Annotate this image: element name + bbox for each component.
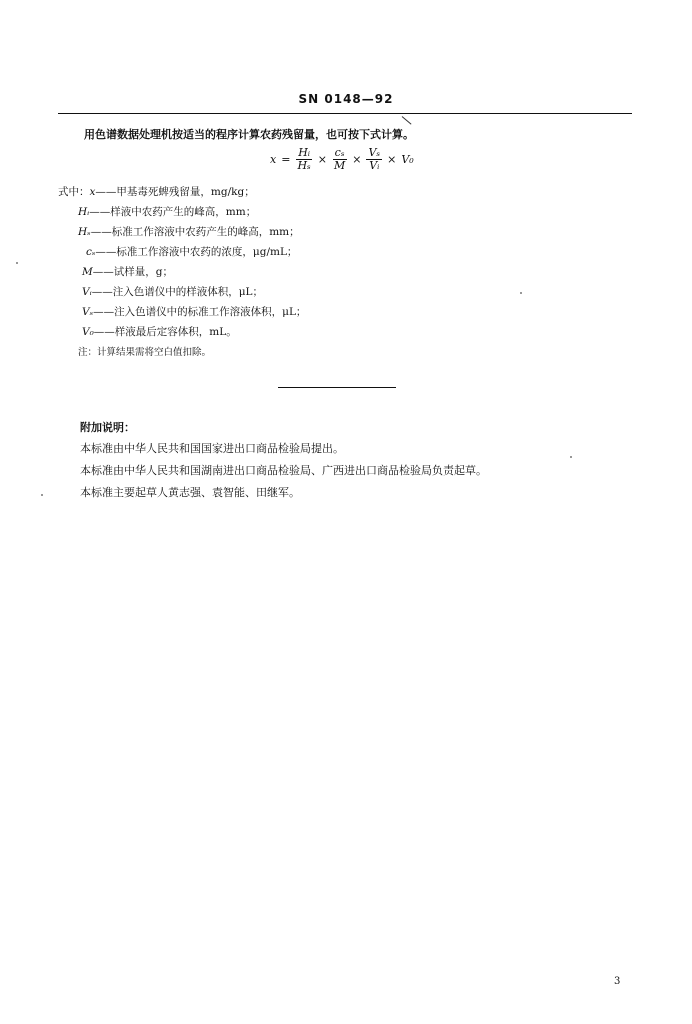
section-separator (278, 387, 396, 388)
additional-notes-title: 附加说明： (80, 421, 135, 434)
scan-speck (41, 494, 43, 496)
variable-symbol: M (82, 266, 93, 278)
scan-speck (16, 262, 18, 264)
formula-lhs: x (270, 153, 277, 166)
variable-symbol: V₀ (82, 326, 94, 338)
page-number: 3 (614, 976, 621, 987)
variable-row (58, 262, 306, 282)
additional-notes (80, 418, 487, 504)
scan-speck (520, 292, 522, 294)
variable-description: ——样液中农药产生的峰高，mm； (89, 206, 257, 218)
variable-definitions (58, 182, 306, 342)
additional-note-line: 本标准主要起草人黄志强、袁智能、田继军。 (80, 486, 300, 499)
variable-row (58, 322, 306, 342)
scan-speck (570, 456, 572, 458)
scan-mark (402, 116, 412, 124)
variable-description: ——注入色谱仪中的标准工作溶液体积，μL； (93, 306, 307, 318)
formula-tail: V₀ (401, 153, 414, 166)
variable-row (58, 302, 306, 322)
variable-symbol: Hᵢ (78, 206, 90, 218)
variable-row (58, 202, 306, 222)
formula-times: × (387, 153, 397, 166)
variable-description: ——样液最后定容体积，mL。 (93, 326, 237, 338)
fraction-denominator: Vᵢ (369, 159, 380, 172)
variable-description: ——注入色谱仪中的样液体积，μL； (91, 286, 263, 298)
fraction-numerator: Vₛ (368, 146, 381, 159)
formula-times: × (352, 153, 362, 166)
variable-description: ——标准工作溶液中农药的浓度，μg/mL； (95, 246, 298, 258)
fraction-denominator: Hₛ (297, 159, 311, 172)
variable-symbol: Hₛ (78, 226, 91, 238)
formula-fraction-peak (295, 147, 312, 172)
variable-symbol: cₛ (86, 246, 96, 258)
variable-description: ——甲基毒死蜱残留量，mg/kg； (95, 186, 255, 198)
variable-symbol: Vᵢ (82, 286, 92, 298)
variable-description: ——试样量，g； (92, 266, 173, 278)
fraction-numerator: cₛ (334, 146, 345, 159)
formula-fraction-conc (332, 147, 347, 172)
fraction-numerator: Hᵢ (298, 146, 310, 159)
variable-row (58, 222, 306, 242)
variable-symbol: Vₛ (82, 306, 94, 318)
formula-equals: = (281, 153, 291, 166)
fraction-denominator: M (333, 159, 346, 172)
document-header: SN 0148—92 (298, 92, 394, 106)
variable-row (58, 282, 306, 302)
residue-formula (270, 147, 414, 172)
additional-note-line: 本标准由中华人民共和国国家进出口商品检验局提出。 (80, 442, 344, 455)
intro-paragraph: 用色谱数据处理机按适当的程序计算农药残留量，也可按下式计算。 (84, 128, 414, 141)
variable-row (58, 242, 306, 262)
variable-symbol: x (89, 186, 96, 198)
header-rule (58, 113, 632, 114)
calculation-note: 注：计算结果需将空白值扣除。 (78, 347, 212, 358)
formula-fraction-volume (366, 147, 382, 172)
variable-row (58, 182, 306, 202)
additional-note-line: 本标准由中华人民共和国湖南进出口商品检验局、广西进出口商品检验局负责起草。 (80, 464, 487, 477)
formula-times: × (317, 153, 327, 166)
variable-description: ——标准工作溶液中农药产生的峰高，mm； (90, 226, 300, 238)
variable-prefix: 式中： (58, 186, 90, 198)
